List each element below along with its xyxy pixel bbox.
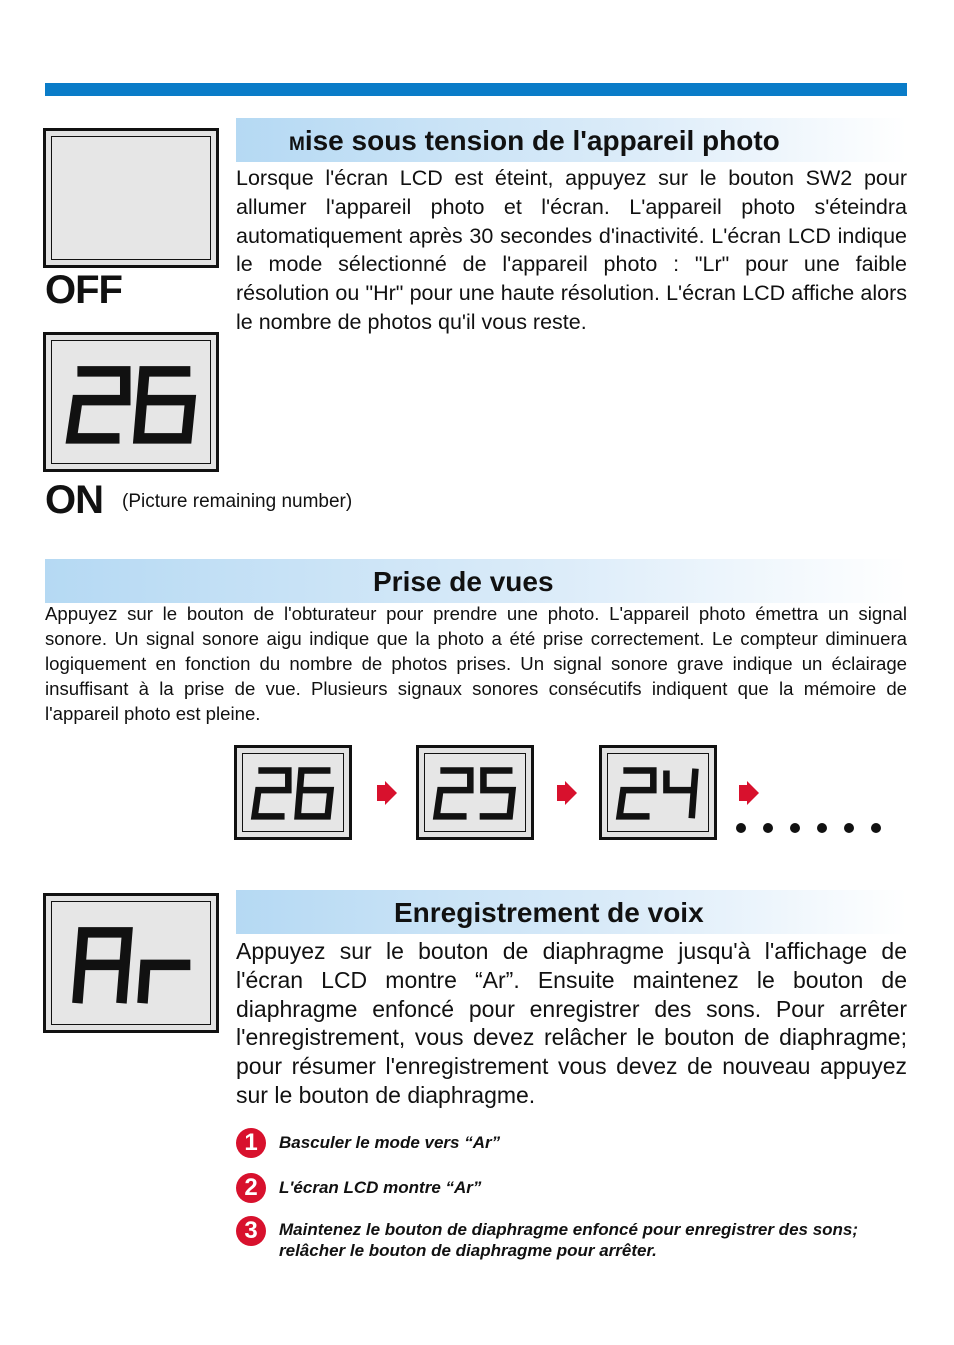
step-text: Maintenez le bouton de diaphragme enfoncé pour enregistrer des sons; relâcher le bouton de diaphragme pour arrêter. — [279, 1220, 859, 1260]
lcd-digits-25 — [419, 748, 531, 837]
lcd-display-ar — [43, 893, 219, 1033]
heading-text: Enregistrement de voix — [394, 897, 704, 928]
step-number-badge: 3 — [236, 1216, 266, 1246]
step-number-badge: 2 — [236, 1173, 266, 1203]
lcd-digits-26 — [237, 748, 349, 837]
lcd-display-off — [43, 128, 219, 268]
lcd-display-on — [43, 332, 219, 472]
section-heading-shooting — [45, 559, 907, 603]
ellipsis-dot — [790, 823, 800, 833]
on-caption: (Picture remaining number) — [122, 491, 353, 512]
lcd-digits-24 — [602, 748, 714, 837]
step-text: L'écran LCD montre “Ar” — [279, 1178, 482, 1197]
ellipsis-dot — [844, 823, 854, 833]
shooting-paragraph: Appuyez sur le bouton de l'obturateur pour prendre une photo. L'appareil photo émettra un signal sonore. Un signal sonore aigu indique que la photo a été prise correctement. Le compteur diminuera logiquement en fonction du nombre de photos prises. Un signal sonore grave indique un éclairage insuffisant à la prise de vue. Plusieurs signaux sonores consécutifs indiquent que la mémoire de l'appareil photo est pleine. — [45, 603, 907, 724]
power-paragraph: Lorsque l'écran LCD est éteint, appuyez sur le bouton SW2 pour allumer l'appareil photo et l'écran. L'appareil photo s'éteindra automatiquement après 30 secondes d'inactivité. L'écran LCD indique le mode sélectionné de l'appareil photo : "Lr" pour une faible résolution ou "Hr" pour une haute résolution. L'écran LCD affiche alors le nombre de photos qu'il vous reste. — [236, 166, 907, 334]
lcd-display-seq-26 — [234, 745, 352, 840]
arrow-right-icon — [377, 781, 397, 805]
ellipsis-dot — [763, 823, 773, 833]
heading-prefix: M — [289, 134, 305, 155]
arrow-right-icon — [557, 781, 577, 805]
ellipsis-dot — [736, 823, 746, 833]
step-text: Basculer le mode vers “Ar” — [279, 1133, 501, 1152]
off-label: OFF — [45, 268, 122, 312]
section-heading-voice — [236, 890, 907, 934]
arrow-right-icon — [739, 781, 759, 805]
ellipsis-dot — [871, 823, 881, 833]
heading-text: Prise de vues — [373, 566, 554, 597]
top-accent-bar — [45, 83, 907, 96]
on-label: ON — [45, 478, 103, 522]
voice-paragraph: Appuyez sur le bouton de diaphragme jusqu'à l'affichage de l'écran LCD montre “Ar”. Ensuite maintenez le bouton de diaphragme enfoncé pour enregistrer des sons. Pour arrêter l'enregistrement, vous devez relâcher le bouton de diaphragme; pour résumer l'enregistrement vous devez de nouveau appuyez sur le bouton de diaphragme. — [236, 938, 907, 1108]
heading-text: ise sous tension de l'appareil photo — [304, 125, 780, 156]
step-number-badge: 1 — [236, 1128, 266, 1158]
lcd-display-seq-24 — [599, 745, 717, 840]
lcd-digits-26 — [46, 335, 216, 469]
lcd-digits-ar — [46, 896, 216, 1030]
lcd-display-seq-25 — [416, 745, 534, 840]
ellipsis-dot — [817, 823, 827, 833]
section-heading-power — [236, 118, 907, 162]
